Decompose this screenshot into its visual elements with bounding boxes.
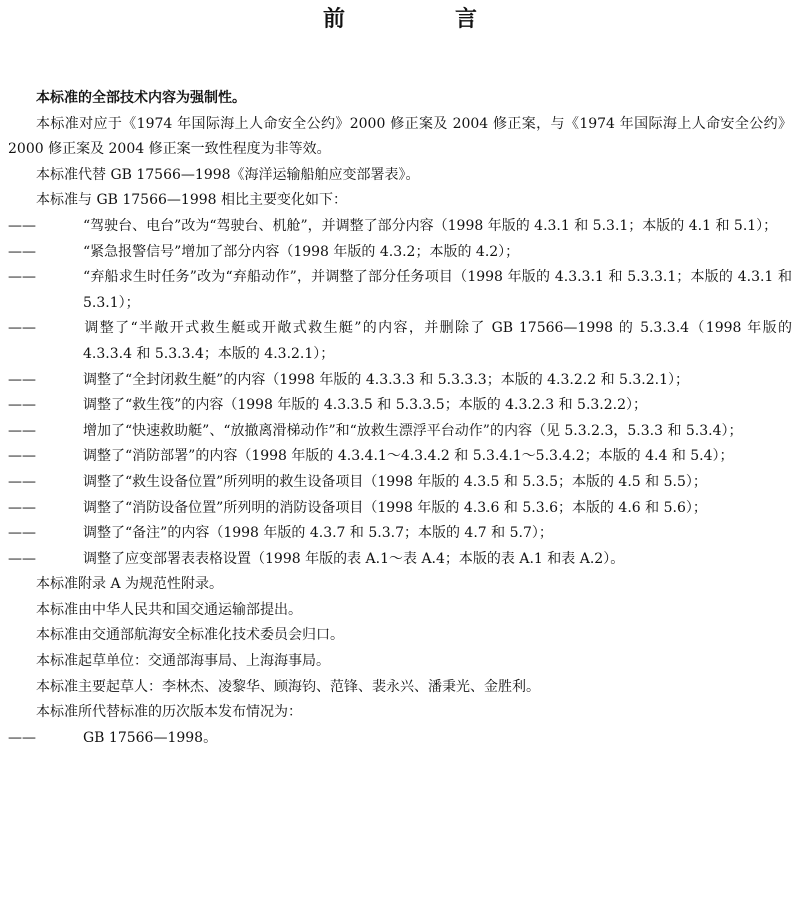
change-item (8, 521, 792, 547)
correspondence-paragraph: 本标准对应于《1974 年国际海上人命安全公约》2000 修正案及 2004 修正案，与《1974 年国际海上人命安全公约》2000 修正案及 2004 修正案一致性程度为非等效。 (8, 115, 792, 158)
dash-marker: —— (8, 217, 36, 234)
change-text: 调整了“消防部署”的内容（1998 年版的 4.3.4.1～4.3.4.2 和 5.3.4.1～5.3.4.2；本版的 4.4 和 5.4）； (83, 448, 734, 465)
changes-intro: 本标准与 GB 17566—1998 相比主要变化如下： (36, 192, 347, 209)
change-text: 调整了“救生筏”的内容（1998 年版的 4.3.3.5 和 5.3.3.5；本版的 4.3.2.3 和 5.3.2.2）； (83, 397, 648, 414)
dash-marker: —— (8, 729, 36, 746)
change-text: 调整了“备注”的内容（1998 年版的 4.3.7 和 5.3.7；本版的 4.7 和 5.7）； (83, 525, 553, 542)
change-text: “驾驶台、电台”改为“驾驶台、机舱”，并调整了部分内容（1998 年版的 4.3.1 和 5.3.1；本版的 4.1 和 5.1）； (83, 217, 778, 234)
change-item (8, 470, 792, 496)
dash-marker: —— (8, 371, 36, 388)
change-text: 调整了应变部署表表格设置（1998 年版的表 A.1～表 A.4；本版的表 A.1 和表 A.2）。 (83, 550, 625, 567)
change-text: 调整了“救生设备位置”所列明的救生设备项目（1998 年版的 4.3.5 和 5.3.5；本版的 4.5 和 5.5）； (83, 473, 707, 490)
mandatory-statement: 本标准的全部技术内容为强制性。 (36, 90, 246, 106)
change-text: 增加了“快速救助艇”、“放撤离滑梯动作”和“放救生漂浮平台动作”的内容（见 5.3.2.3，5.3.3 和 5.3.4）； (83, 422, 743, 439)
dash-marker: —— (8, 320, 36, 337)
change-item (8, 496, 792, 522)
foreword-body (8, 86, 792, 751)
change-item (8, 547, 792, 573)
change-item (8, 265, 792, 316)
committee-paragraph: 本标准由交通部航海安全标准化技术委员会归口。 (36, 627, 344, 644)
drafters-paragraph: 本标准主要起草人：李林杰、凌黎华、顾海钧、范锋、裴永兴、潘秉光、金胜利。 (36, 678, 540, 695)
dash-marker: —— (8, 473, 36, 490)
history-intro: 本标准所代替标准的历次版本发布情况为： (36, 704, 302, 721)
annex-paragraph: 本标准附录 A 为规范性附录。 (36, 576, 224, 593)
dash-marker: —— (8, 525, 36, 542)
change-item (8, 419, 792, 445)
change-text: 调整了“半敞开式救生艇或开敞式救生艇”的内容，并删除了 GB 17566—1998 的 5.3.3.4（1998 年版的 4.3.3.4 和 5.3.3.4；本版的 4.3.2.1）； (83, 320, 792, 362)
dash-marker: —— (8, 448, 36, 465)
proposer-paragraph: 本标准由中华人民共和国交通运输部提出。 (36, 601, 302, 618)
previous-edition-text: GB 17566—1998。 (83, 729, 218, 746)
change-item (8, 316, 792, 367)
previous-edition-item (8, 726, 792, 752)
change-text: “紧急报警信号”增加了部分内容（1998 年版的 4.3.2；本版的 4.2）； (83, 243, 520, 260)
dash-marker: —— (8, 269, 36, 286)
change-item (8, 240, 792, 266)
replacement-paragraph: 本标准代替 GB 17566—1998《海洋运输船舶应变部署表》。 (36, 166, 420, 183)
dash-marker: —— (8, 397, 36, 414)
change-item (8, 214, 792, 240)
drafting-units-paragraph: 本标准起草单位：交通部海事局、上海海事局。 (36, 653, 330, 670)
change-text: “弃船求生时任务”改为“弃船动作”，并调整了部分任务项目（1998 年版的 4.3.3.1 和 5.3.3.1；本版的 4.3.1 和 5.3.1）； (83, 269, 792, 311)
change-item (8, 368, 792, 394)
dash-marker: —— (8, 550, 36, 567)
page-title: 前 言 (322, 7, 521, 32)
change-item (8, 393, 792, 419)
change-item (8, 444, 792, 470)
changes-list (8, 214, 792, 572)
dash-marker: —— (8, 499, 36, 516)
change-text: 调整了“消防设备位置”所列明的消防设备项目（1998 年版的 4.3.6 和 5.3.6；本版的 4.6 和 5.6）； (83, 499, 707, 516)
dash-marker: —— (8, 243, 36, 260)
dash-marker: —— (8, 422, 36, 439)
change-text: 调整了“全封闭救生艇”的内容（1998 年版的 4.3.3.3 和 5.3.3.3；本版的 4.3.2.2 和 5.3.2.1）； (83, 371, 690, 388)
